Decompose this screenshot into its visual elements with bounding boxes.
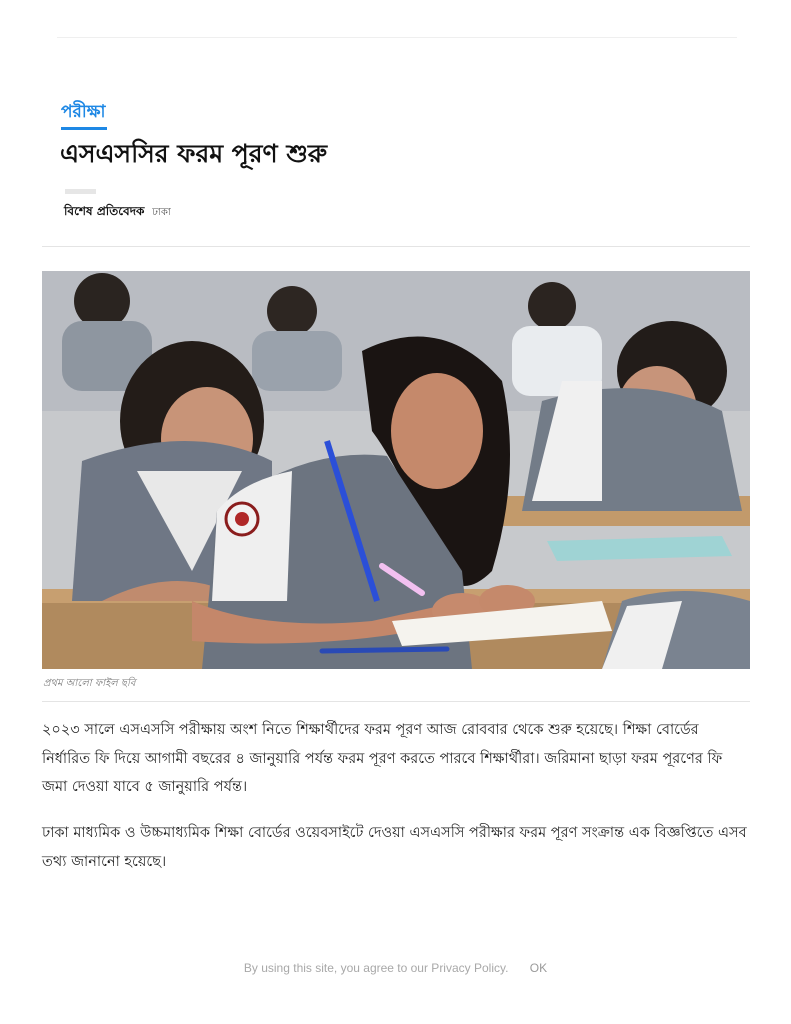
- section-underline: [61, 127, 107, 130]
- author-name[interactable]: বিশেষ প্রতিবেদক: [64, 204, 145, 218]
- article-photo: [42, 271, 750, 669]
- header-divider: [42, 246, 750, 247]
- top-divider: [57, 37, 737, 38]
- article-paragraph: ঢাকা মাধ্যমিক ও উচ্চমাধ্যমিক শিক্ষা বোর্ডের ওয়েবসাইটে দেওয়া এসএসসি পরীক্ষার ফরম পূরণ সংক্রান্ত এক বিজ্ঞপ্তিতে এসব তথ্য জানানো হয়েছে।: [42, 825, 747, 870]
- article-paragraph: ২০২৩ সালে এসএসসি পরীক্ষায় অংশ নিতে শিক্ষার্থীদের ফরম পূরণ আজ রোববার থেকে শুরু হয়েছে। শিক্ষা বোর্ডের নির্ধারিত ফি দিয়ে আগামী বছরের ৪ জানুয়ারি পর্যন্ত ফরম পূরণ করতে পারবে শিক্ষার্থীরা। জরিমানা ছাড়া ফরম পূরণের ফি জমা দেওয়া যাবে ৫ জানুয়ারি পর্যন্ত।: [42, 722, 723, 795]
- byline: [64, 202, 171, 222]
- article-headline: এসএসসির ফরম পূরণ শুরু: [60, 139, 328, 168]
- section-link[interactable]: পরীক্ষা: [61, 102, 106, 122]
- author-avatar-placeholder: [65, 189, 96, 194]
- privacy-consent-text[interactable]: By using this site, you agree to our Privacy Policy.: [243, 961, 509, 975]
- privacy-consent-bar: [0, 958, 791, 978]
- caption-divider: [42, 701, 750, 702]
- dateline-location: ঢাকা: [152, 207, 171, 218]
- consent-ok-button[interactable]: OK: [529, 961, 548, 975]
- photo-caption: প্রথম আলো ফাইল ছবি: [43, 678, 136, 689]
